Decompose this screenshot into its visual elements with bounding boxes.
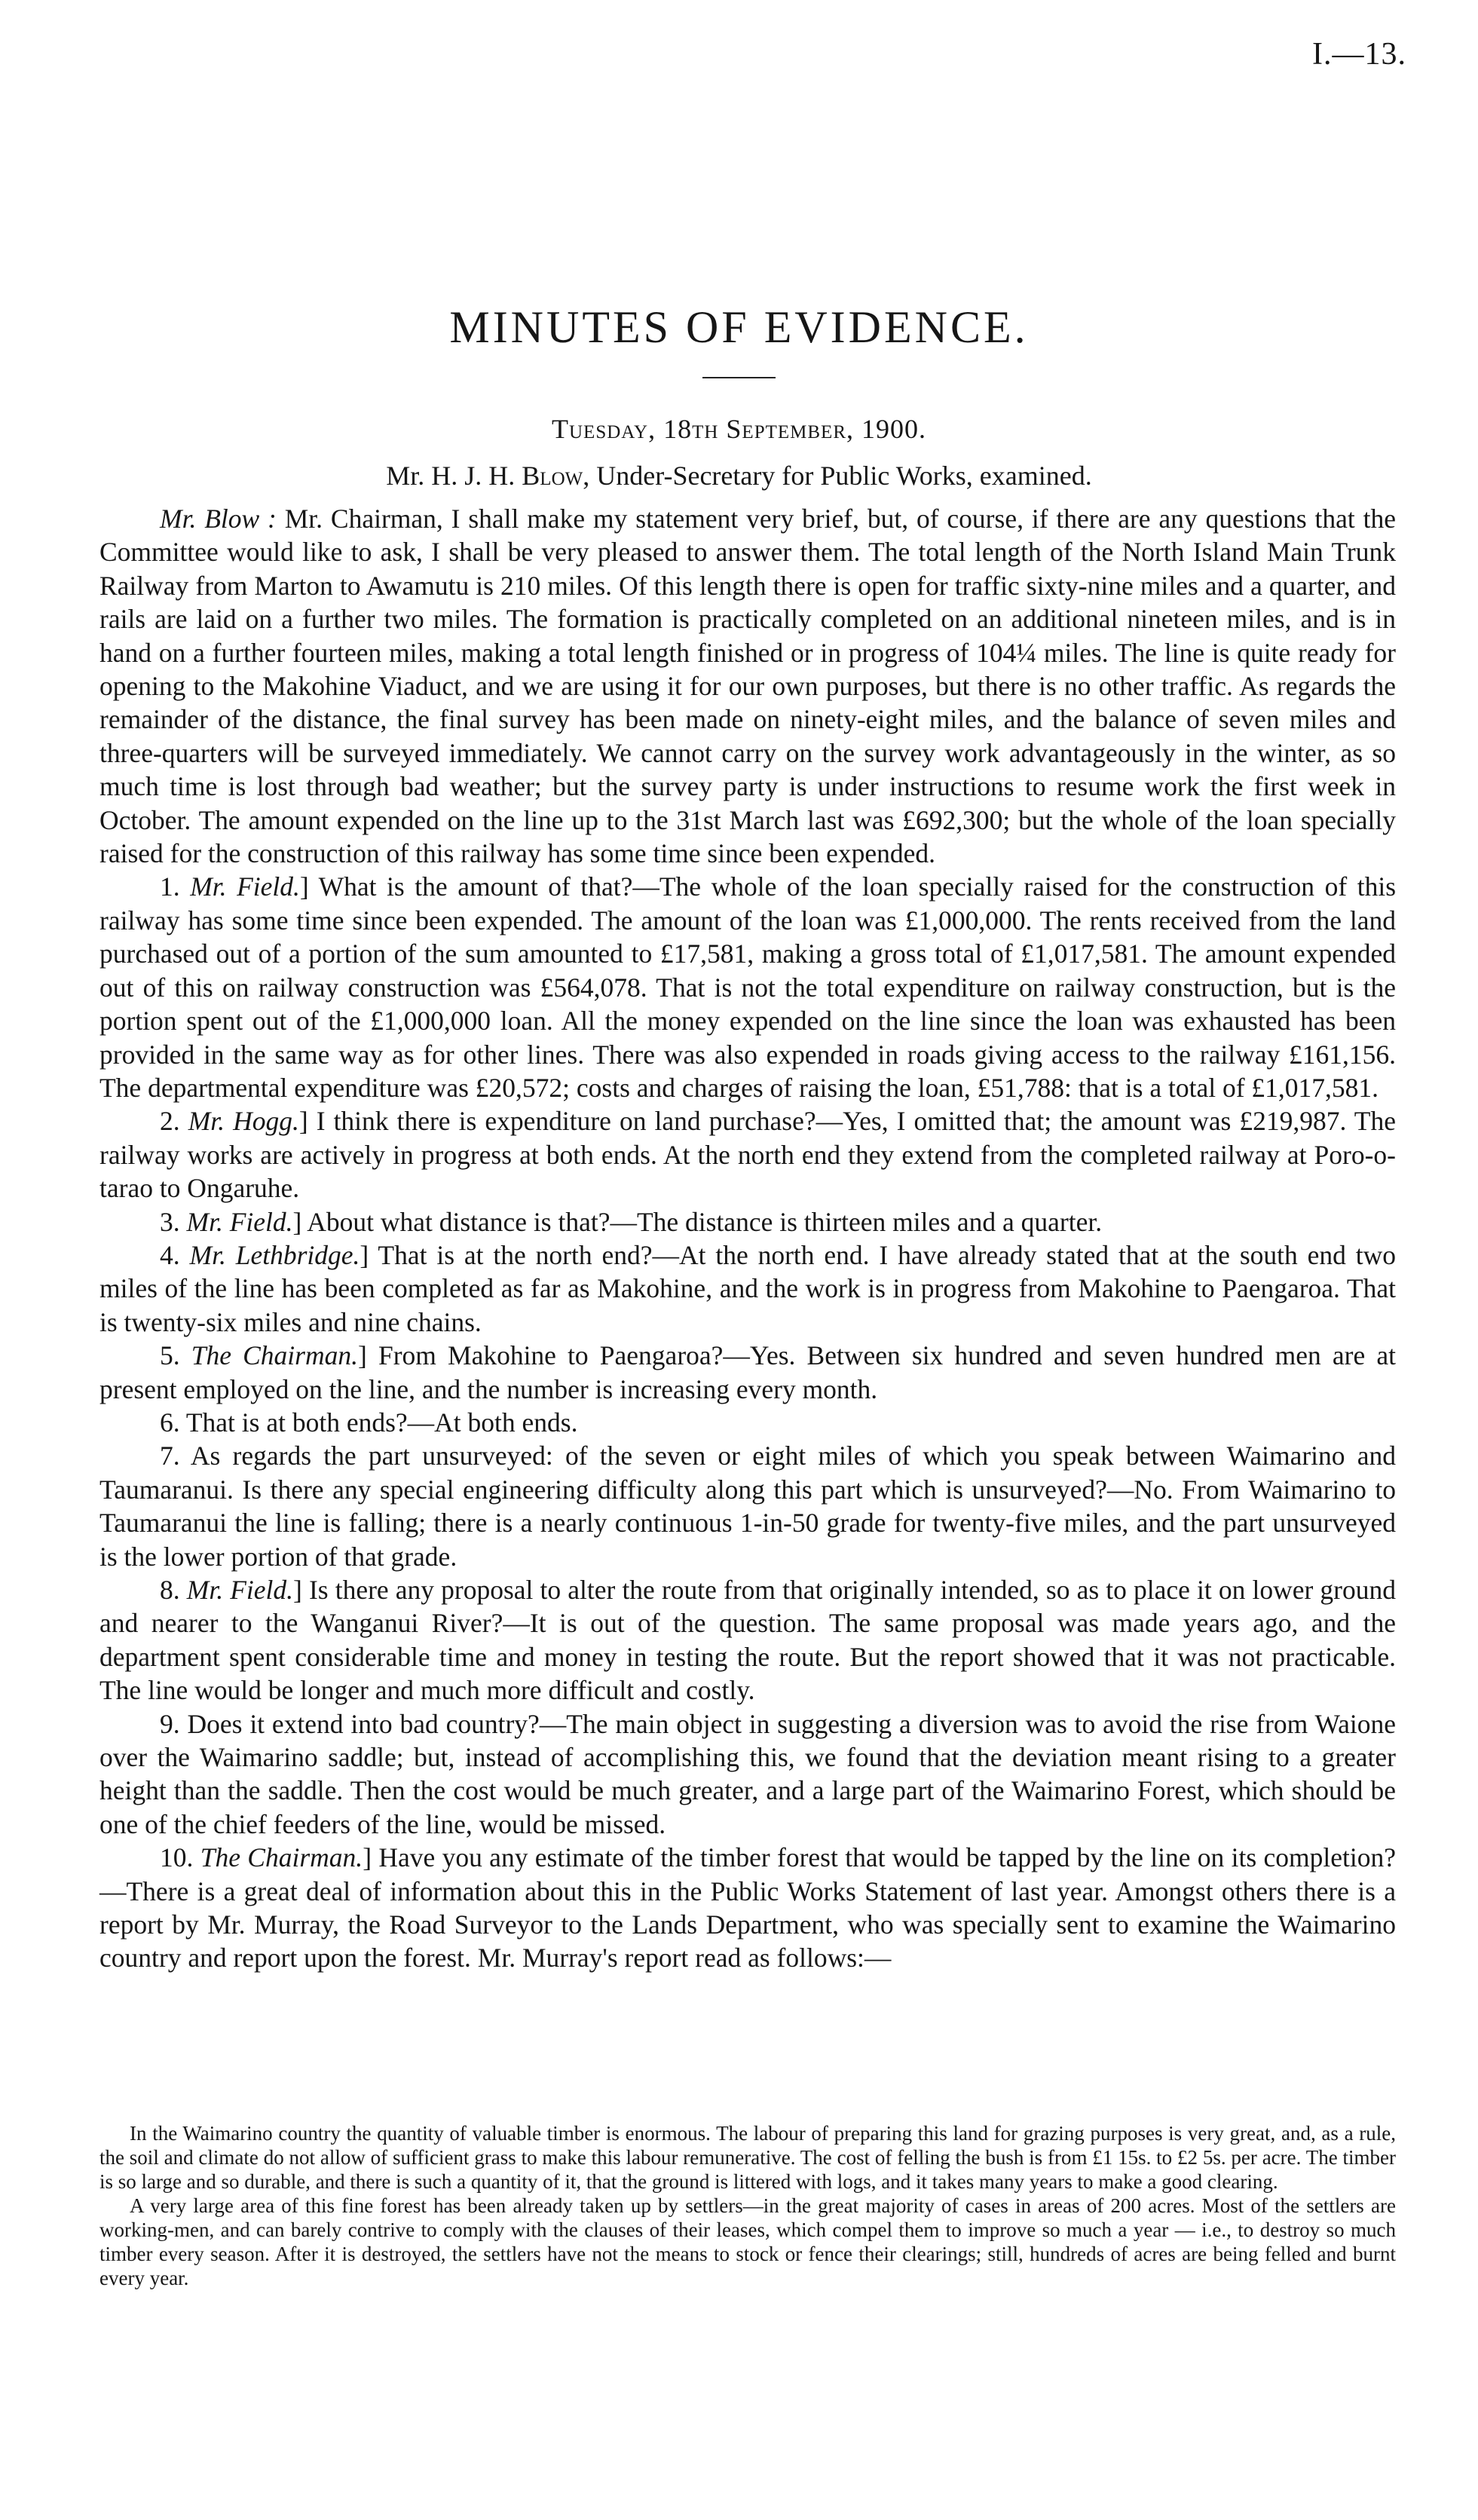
page-title: MINUTES OF EVIDENCE. — [449, 302, 1029, 352]
question-paragraph — [99, 1104, 1396, 1205]
question-speaker: The Chairman. — [191, 1340, 358, 1371]
witness-suffix: , Under-Secretary for Public Works, examined. — [583, 461, 1092, 491]
question-speaker: Mr. Field. — [190, 871, 300, 902]
question-speaker: Mr. Field. — [186, 1206, 293, 1237]
witness-prefix: Mr. H. J. H. — [386, 461, 516, 491]
question-number: 9. — [160, 1708, 180, 1739]
question-paragraph — [99, 870, 1396, 1104]
question-paragraph — [99, 1339, 1396, 1406]
witness-name: Blow — [522, 461, 583, 491]
witness-line — [0, 460, 1478, 491]
question-number: 8. — [160, 1575, 180, 1605]
hearing-date: Tuesday, 18th September, 1900. — [552, 414, 926, 444]
question-text: That is at both ends?—At both ends. — [185, 1407, 578, 1438]
question-text: Does it extend into bad country?—The main object in suggesting a diversion was to avoid the rise from Waione over the Waimarino saddle; but, instead of accomplishing this, we found that the deviation meant rising to a greater height than the saddle. Then the cost would be much greater, and a large part of the Waimarino Forest, which should be one of the chief feeders of the line, would be missed. — [99, 1708, 1397, 1839]
title-divider — [702, 377, 776, 378]
question-paragraph — [99, 1239, 1396, 1339]
question-speaker: Mr. Lethbridge. — [189, 1239, 360, 1270]
question-number: 10. — [160, 1842, 194, 1873]
quoted-report — [99, 2121, 1396, 2290]
question-number: 7. — [160, 1441, 180, 1471]
question-speaker: The Chairman. — [200, 1842, 363, 1873]
question-text: ] From Makohine to Paengaroa?—Yes. Between six hundred and seven hundred men are at present employed on the line, and the number is increasing every month. — [99, 1340, 1396, 1404]
question-number: 4. — [160, 1239, 180, 1270]
report-paragraph: A very large area of this fine forest has been already taken up by settlers—in the great majority of cases in areas of 200 acres. Most of the settlers are working-men, and can barely contrive to comply with the clauses of their leases, which compel them to improve so much a year — i.e., to destroy so much timber every season. After it is destroyed, the settlers have not the means to stock or fence their clearings; still, hundreds of acres are being felled and burnt every year. — [99, 2194, 1396, 2289]
question-speaker: Mr. Hogg. — [188, 1106, 299, 1137]
report-paragraph: In the Waimarino country the quantity of valuable timber is enormous. The labour of preparing this land for grazing purposes is very great, and, as a rule, the soil and climate do not allow of sufficient grass to make this labour remunerative. The cost of felling the bush is from £1 15s. to £2 5s. per acre. The timber is so large and so durable, and there is such a quantity of it, that the ground is littered with logs, and it takes many years to make a good clearing. — [99, 2122, 1396, 2193]
question-text: ] That is at the north end?—At the north end. I have already stated that at the south end two miles of the line has been completed as far as Makohine, and the work is in progress from Makohine to Paengaroa. That is twenty-six miles and nine chains. — [99, 1239, 1396, 1337]
question-number: 6. — [160, 1407, 180, 1438]
question-number: 5. — [160, 1340, 180, 1371]
question-text: ] About what distance is that?—The distance is thirteen miles and a quarter. — [292, 1206, 1103, 1237]
question-paragraph — [99, 1573, 1396, 1707]
question-paragraph — [99, 1707, 1396, 1842]
statement-text: Mr. Chairman, I shall make my statement very brief, but, of course, if there are any questions that the Committee would like to ask, I shall be very pleased to answer them. The total length of the North Island Main Trunk Railway from Marton to Awamutu is 210 miles. Of this length there is open for traffic sixty-nine miles and a quarter, and rails are laid on a further two miles. The formation is practically completed on an additional nineteen miles, and is in hand on a further fourteen miles, making a total length finished or in progress of 104¼ miles. The line is quite ready for opening to the Makohine Viaduct, and we are using it for our own purposes, but there is no other traffic. As regards the remainder of the distance, the final survey has been made on ninety-eight miles, and the balance of seven miles and three-quarters will be surveyed immediately. We cannot carry on the survey work advantageously in the winter, as so much time is lost through bad weather; but the survey party is under instructions to resume work the first week in October. The amount expended on the line up to the 31st March last was £692,300; but the whole of the loan specially raised for the construction of this railway has some time since been expended. — [99, 504, 1396, 869]
page-number: I.—13. — [1312, 37, 1406, 72]
question-speaker: Mr. Field. — [186, 1575, 293, 1605]
question-text: As regards the part unsurveyed: of the seven or eight miles of which you speak between Waimarino and Taumaranui. Is there any special engineering difficulty along this part which is unsurveyed?—No. From Waimarino to Taumaranui the line is falling; there is a nearly continuous 1-in-50 grade for twenty-five miles, and the part unsurveyed is the lower portion of that grade. — [99, 1441, 1396, 1572]
question-number: 3. — [160, 1206, 180, 1237]
question-text: ] Is there any proposal to alter the route from that originally intended, so as to place it on lower ground and nearer to the Wanganui River?—It is out of the question. The same proposal was made years ago, and the department spent considerable time and money in testing the route. But the report showed that it was not practicable. The line would be longer and much more difficult and costly. — [99, 1575, 1396, 1706]
opening-statement — [99, 502, 1396, 870]
evidence-body — [99, 502, 1396, 1975]
question-paragraph — [99, 1439, 1396, 1573]
question-paragraph — [99, 1205, 1396, 1239]
question-text: ] Have you any estimate of the timber forest that would be tapped by the line on its completion?—There is a great deal of information about this in the Public Works Statement of last year. Amongst others there is a report by Mr. Murray, the Road Surveyor to the Lands Department, who was specially sent to examine the Waimarino country and report upon the forest. Mr. Murray's report read as follows:— — [99, 1842, 1397, 1973]
question-number: 1. — [160, 871, 180, 902]
question-paragraph — [99, 1406, 1396, 1439]
question-text: ] What is the amount of that?—The whole of the loan specially raised for the construction of this railway has some time since been expended. The amount of the loan was £1,000,000. The rents received from the land purchased out of a portion of the sum amounted to £17,581, making a gross total of £1,017,581. The amount expended out of this on railway construction was £564,078. That is not the total expenditure on railway construction, but is the portion spent out of the £1,000,000 loan. All the money expended on the line since the loan was exhausted has been provided in the same way as for other lines. There was also expended in roads giving access to the railway £161,156. The departmental expenditure was £20,572; costs and charges of raising the loan, £51,788: that is a total of £1,017,581. — [99, 871, 1397, 1103]
statement-speaker: Mr. Blow : — [160, 504, 277, 534]
question-paragraph — [99, 1841, 1396, 1975]
question-number: 2. — [160, 1106, 180, 1137]
question-text: ] I think there is expenditure on land purchase?—Yes, I omitted that; the amount was £219,987. The railway works are actively in progress at both ends. At the north end they extend from the completed railway at Poro-o-tarao to Ongaruhe. — [99, 1106, 1396, 1204]
